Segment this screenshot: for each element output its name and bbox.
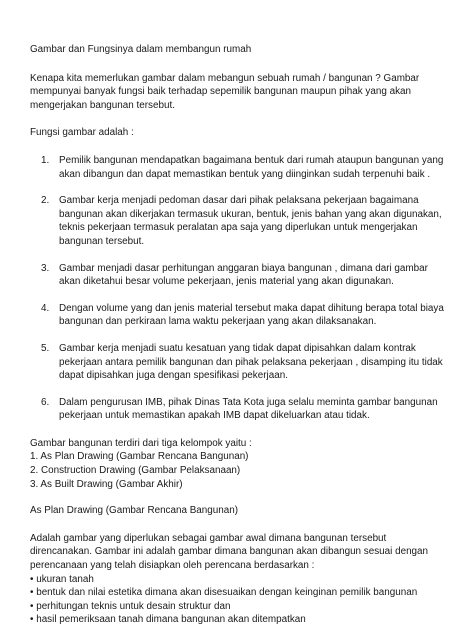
- kelompok-item: 3. As Built Drawing (Gambar Akhir): [30, 478, 183, 490]
- bullet-item: • hasil pemeriksaan tanah dimana bangunan akan ditempatkan: [30, 614, 306, 626]
- list-item: [30, 262, 444, 289]
- list-item-text: Pemilik bangunan mendapatkan bagaimana bentuk dari rumah ataupun bangunan yang akan dibangun dan dapat memastikan bentuk yang diinginkan sudah terpenuhi baik .: [59, 154, 444, 180]
- list-item-text: Gambar menjadi dasar perhitungan anggaran biaya bangunan , dimana dari gambar akan diketahui besar volume pekerjaan, jenis material yang akan digunakan.: [59, 262, 428, 288]
- list-number: 2.: [41, 195, 50, 207]
- kelompok-item: 2. Construction Drawing (Gambar Pelaksanaan): [30, 465, 241, 477]
- list-item-text: Dalam pengurusan IMB, pihak Dinas Tata Kota juga selalu meminta gambar bangunan pekerjaan untuk memastikan apakah IMB dapat dikeluarkan atau tidak.: [59, 396, 438, 422]
- document-title: Gambar dan Fungsinya dalam membangun rumah: [30, 44, 252, 55]
- list-number: 4.: [41, 302, 50, 314]
- fungsi-heading: Fungsi gambar adalah :: [30, 127, 134, 139]
- kelompok-item: 1. As Plan Drawing (Gambar Rencana Bangunan): [30, 451, 249, 463]
- list-item: [30, 396, 444, 423]
- list-item: [30, 154, 444, 181]
- bullet-item: • perhitungan teknis untuk desain struktur dan: [30, 600, 231, 612]
- section-intro: Adalah gambar yang diperlukan sebagai gambar awal dimana bangunan tersebut direncanakan. Gambar ini adalah gambar dimana bangunan akan dibangun sesuai dengan perencanaan yang telah disiapkan oleh perencana berdasarkan :: [30, 532, 429, 572]
- fungsi-list: [30, 154, 444, 423]
- list-item: [30, 342, 444, 383]
- list-item: [30, 302, 444, 329]
- list-item-text: Gambar kerja menjadi suatu kesatuan yang tidak dapat dipisahkan dalam kontrak pekerjaan antara pemilik bangunan dan pihak pelaksana pekerjaan , disamping itu tidak dapat dipisahkan juga dengan spesifikasi pekerjaan.: [59, 342, 443, 382]
- list-item-text: Dengan volume yang dan jenis material tersebut maka dapat dihitung berapa total biaya bangunan dan perkiraan lama waktu pekerjaan yang akan dilaksanakan.: [59, 302, 444, 328]
- list-number: 6.: [41, 396, 50, 408]
- list-number: 3.: [41, 262, 50, 274]
- kelompok-heading: Gambar bangunan terdiri dari tiga kelompok yaitu :: [30, 437, 252, 449]
- bullet-item: • ukuran tanah: [30, 573, 94, 585]
- bullet-list: [30, 573, 444, 627]
- list-item-text: Gambar kerja menjadi pedoman dasar dari pihak pelaksana pekerjaan bagaimana bangunan akan dikerjakan termasuk ukuran, bentuk, jenis bahan yang akan digunakan, teknis pekerjaan termasuk peralatan apa saja yang diperlukan untuk mengerjakan bangunan tersebut.: [59, 195, 442, 247]
- list-item: [30, 194, 444, 248]
- section-heading: As Plan Drawing (Gambar Rencana Bangunan): [30, 505, 239, 517]
- kelompok-block: [30, 437, 444, 491]
- intro-paragraph: Kenapa kita memerlukan gambar dalam mebangun sebuah rumah / bangunan ? Gambar mempunyai banyak fungsi baik terhadap sepemilik bangunan maupun pihak yang akan mengerjakan bangunan tersebut.: [30, 72, 420, 111]
- bullet-item: • bentuk dan nilai estetika dimana akan disesuaikan dengan keinginan pemilik bangunan: [30, 587, 418, 599]
- list-number: 5.: [41, 342, 50, 354]
- list-number: 1.: [41, 154, 50, 166]
